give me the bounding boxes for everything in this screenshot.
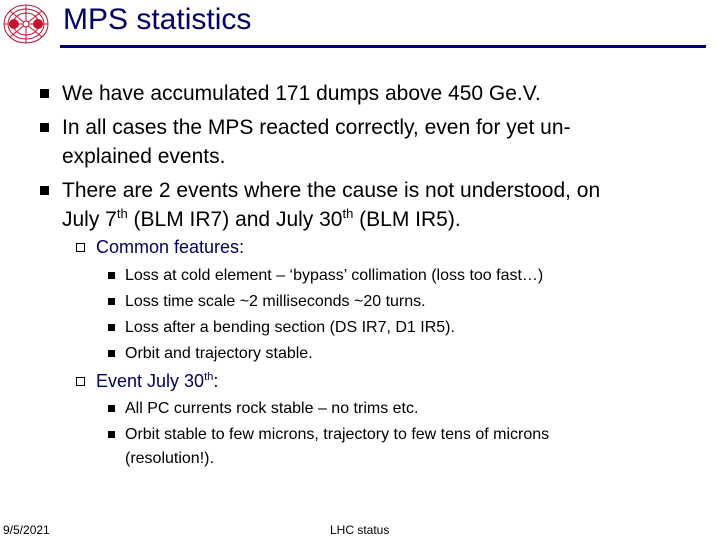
sub-bullet-box-icon bbox=[76, 243, 85, 252]
common-features-heading: Common features: bbox=[96, 237, 245, 257]
bullet-square-icon bbox=[40, 186, 49, 195]
bullet-3-line2: July 7th (BLM IR7) and July 30th (BLM IR5). bbox=[62, 206, 461, 231]
bullet-square-icon bbox=[108, 324, 115, 331]
bullet-square-icon bbox=[108, 272, 115, 279]
footer-title: LHC status bbox=[330, 523, 390, 537]
bullet-1-text: We have accumulated 171 dumps above 450 Ge.V. bbox=[62, 82, 541, 105]
page-title: MPS statistics bbox=[63, 3, 252, 36]
footer-date: 9/5/2021 bbox=[3, 523, 50, 537]
bullet-2-line2: explained events. bbox=[62, 145, 226, 168]
bullet-square-icon bbox=[40, 89, 49, 98]
lhc-logo-icon bbox=[2, 3, 50, 45]
bullet-square-icon bbox=[40, 123, 49, 132]
title-divider bbox=[60, 45, 706, 48]
event-item: Orbit stable to few microns, trajectory to few tens of microns bbox=[125, 426, 550, 443]
common-feature-item: Loss after a bending section (DS IR7, D1 IR5). bbox=[125, 319, 455, 336]
event-item-continuation: (resolution!). bbox=[125, 450, 214, 467]
bullet-square-icon bbox=[108, 431, 115, 438]
bullet-square-icon bbox=[108, 298, 115, 305]
common-feature-item: Loss at cold element – ‘bypass’ collimation (loss too fast…) bbox=[125, 267, 544, 284]
event-item: All PC currents rock stable – no trims etc. bbox=[125, 400, 419, 417]
bullet-square-icon bbox=[108, 405, 115, 412]
common-feature-item: Loss time scale ~2 milliseconds ~20 turns. bbox=[125, 293, 426, 310]
bullet-square-icon bbox=[108, 350, 115, 357]
bullet-2-line1: In all cases the MPS reacted correctly, even for yet un- bbox=[62, 116, 571, 139]
common-feature-item: Orbit and trajectory stable. bbox=[125, 345, 313, 362]
event-july-heading: Event July 30th: bbox=[96, 371, 219, 391]
bullet-3-line1: There are 2 events where the cause is not understood, on bbox=[62, 179, 601, 202]
sub-bullet-box-icon bbox=[76, 377, 85, 386]
